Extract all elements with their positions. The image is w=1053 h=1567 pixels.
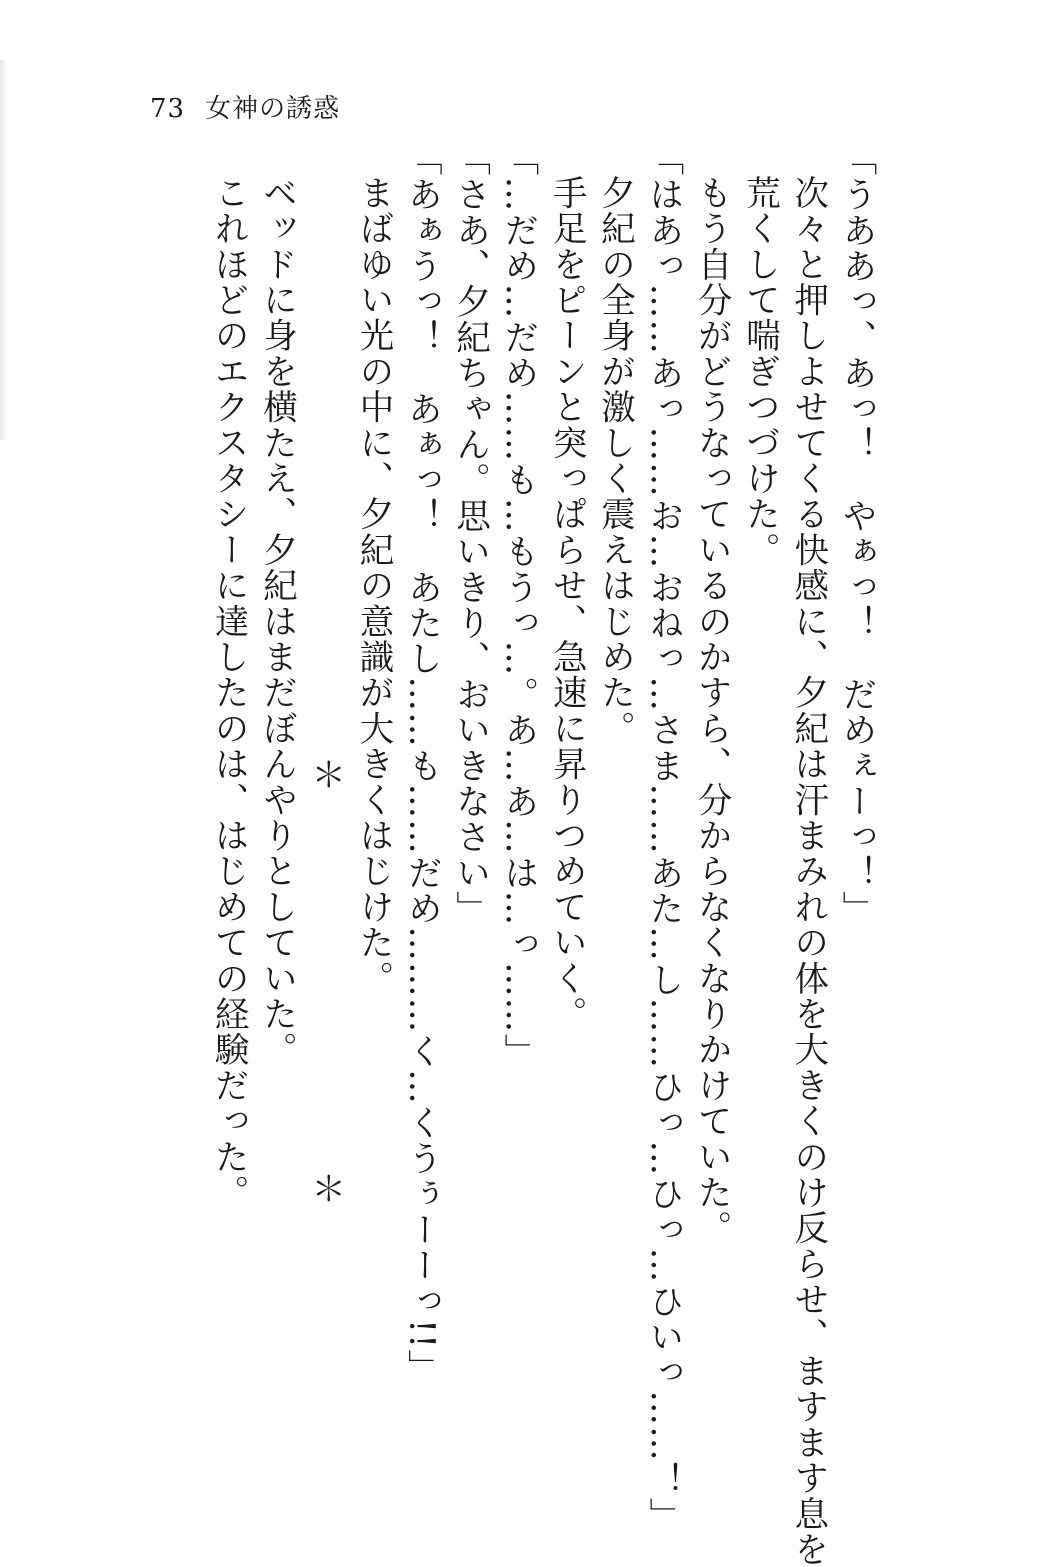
text-line-8: 「…だめ…だめ……も…もうっ…。あ…あ…は…っ……」 <box>497 140 538 1069</box>
text-line-3: 荒くして喘ぎつづけた。 <box>739 175 780 568</box>
text-line-5: 「はあっ……あっ……お…おねっ…さま……あた…し……ひっ…ひっ…ひいっ……！」 <box>642 140 683 1533</box>
text-line-2: 次々と押しよせてくる快感に、夕紀は汗まみれの体を大きくのけ反らせ、ますます息を <box>787 175 828 1567</box>
text-line-1: 「うああっ、あっ！ やぁっ！ だめぇーっ！」 <box>836 140 876 926</box>
text-line-12: ベッドに身を横たえ、夕紀はまだぼんやりとしていた。 <box>256 175 297 1068</box>
scene-break-asterisk: ＊ <box>304 756 345 791</box>
text-line-10: 「あぁうっ！ あぁっ！ あたし……も……だめ………く…くうぅーーっ!!」 <box>401 140 442 1385</box>
scene-break-asterisk: ＊ <box>304 1171 345 1206</box>
text-line-9: 「さあ、夕紀ちゃん。思いきり、おいきなさい」 <box>449 140 490 926</box>
page-edge-shadow <box>0 60 8 440</box>
text-line-6: 夕紀の全身が激しく震えはじめた。 <box>594 175 635 747</box>
text-line-7: 手足をピーンと突っぱらせ、急速に昇りつめていく。 <box>546 175 587 1032</box>
text-line-13: これほどのエクスタシーに達したのは、はじめての経験だった。 <box>208 175 249 1211</box>
running-header <box>150 88 340 125</box>
scene-break <box>300 175 348 1425</box>
chapter-title: 女神の誘惑 <box>205 94 341 124</box>
page-number: 73 <box>150 94 186 124</box>
text-line-4: もう自分がどうなっているのかすら、分からなくなりかけていた。 <box>691 175 732 1246</box>
text-line-11: まばゆい光の中に、夕紀の意識が大きくはじけた。 <box>353 175 394 997</box>
vertical-text-body <box>140 140 880 1567</box>
